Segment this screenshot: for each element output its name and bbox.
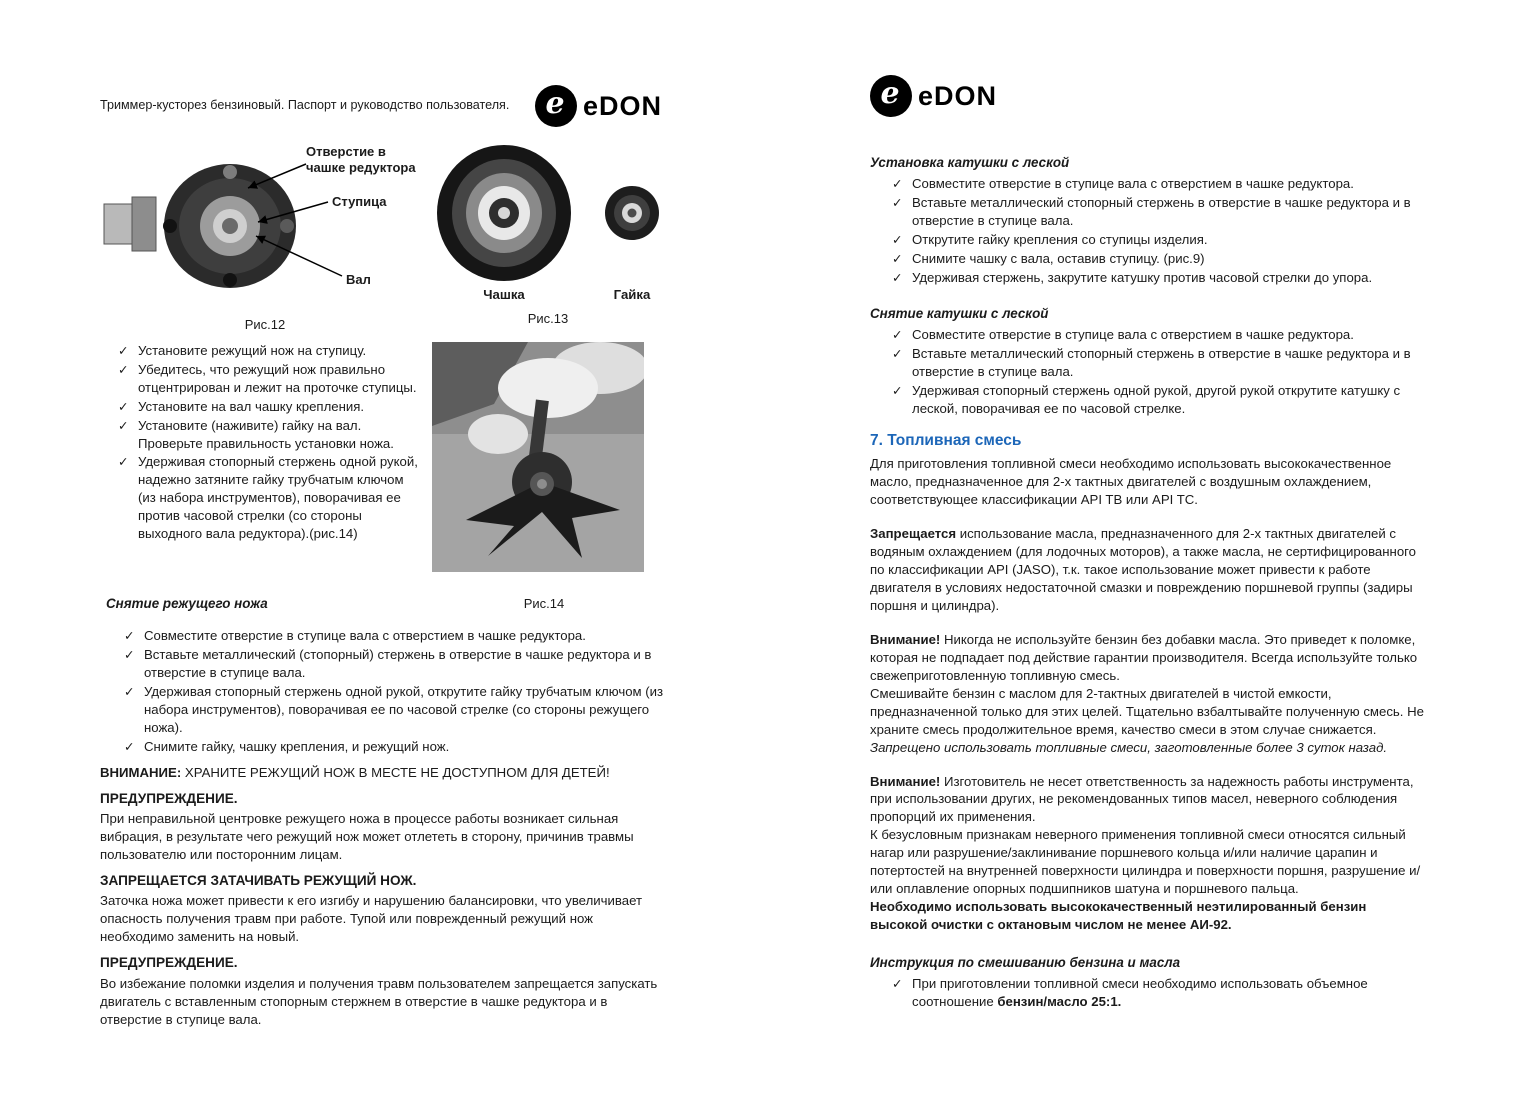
warning-1-title: ПРЕДУПРЕЖДЕНИЕ. (100, 790, 238, 806)
attention-1-text: Внимание! Никогда не используйте бензин без добавки масла. Это приведет к поломке, которая не подпадает под действие гарантии производителя. Всегда используйте только свежеприготовленную топливную смесь. (870, 631, 1418, 683)
checkmark-icon (892, 382, 912, 418)
figure-13-labels (434, 286, 662, 304)
list-item: ✓ Удерживая стопорный стержень одной рукой, открутите гайку трубчатым ключом (из набора инструментов), поворачивая ее по часовой стрелке (со стороны режущего ножа). (124, 683, 672, 737)
list-item: ✓ Удерживая стопорный стержень одной рукой, надежно затяните гайку трубчатым ключом (из набора инструментов), поворачивая ее против часовой стрелки (со стороны выходного вала редуктора).(рис.14) (118, 453, 418, 543)
no-sharpening-title: ЗАПРЕЩАЕТСЯ ЗАТАЧИВАТЬ РЕЖУЩИЙ НОЖ. (100, 872, 417, 888)
list-item: ✓ Установите режущий нож на ступицу. (118, 342, 418, 360)
checkmark-icon (892, 175, 912, 193)
figure-13-caption: Рис.13 (527, 310, 569, 326)
spool-install-steps (892, 175, 1422, 287)
mix-ratio-step: При приготовлении топливной смеси необходимо использовать объемное соотношение бензин/масло 25:1. (912, 976, 1368, 1010)
list-item (892, 975, 1422, 1011)
label-shaft: Вал (346, 272, 371, 287)
mix-instruction-steps (892, 975, 1422, 1011)
warning-2-title: ПРЕДУПРЕЖДЕНИЕ. (100, 955, 238, 971)
forbidden-lead: Запрещается (870, 526, 957, 542)
edon-logo-icon: e (535, 85, 577, 127)
edon-logo-icon: e (870, 75, 912, 117)
edon-logo (870, 75, 997, 117)
list-item: ✓ Удерживая стопорный стержень одной рукой, другой рукой открутите катушку с леской, поворачивая ее по часовой стрелке. (892, 382, 1422, 418)
blade-tightening-photo (432, 342, 644, 572)
fuel-requirement-text: Необходимо использовать высококачественный неэтилированный бензин высокой очистки с октановым числом не менее АИ-92. (870, 899, 1367, 933)
label-reducer-cup-hole: Отверстие в чашке редуктора (306, 144, 416, 176)
list-item: ✓ Снимите чашку с вала, оставив ступицу. (рис.9) (892, 250, 1422, 268)
checkmark-icon (892, 194, 912, 230)
list-item: ✓ Вставьте металлический стопорный стержень в отверстие в чашке редуктора и в отверстие в ступице вала. (892, 345, 1422, 381)
warning-2-text: Во избежание поломки изделия и получения травм пользователем запрещается запускать двигатель с вставленным стопорным стержнем в отверстие в чашке редуктора и в отверстие в ступице вала. (100, 975, 658, 1027)
attention-note (100, 764, 662, 782)
mix-ratio-value: бензин/масло 25:1. (997, 994, 1122, 1010)
spool-install-heading: Установка катушки с леской (870, 155, 1070, 170)
page-left-header (100, 82, 662, 130)
list-item: ✓ Совместите отверстие в ступице вала с отверстием в чашке редуктора. (124, 627, 672, 645)
list-item: ✓ Убедитесь, что режущий нож правильно отцентрирован и лежит на проточке ступицы. (118, 361, 418, 397)
spool-remove-heading: Снятие катушки с леской (870, 306, 1049, 322)
edon-logo-text: eDON (582, 90, 662, 121)
attention-text: ХРАНИТЕ РЕЖУЩИЙ НОЖ В МЕСТЕ НЕ ДОСТУПНОМ ДЛЯ ДЕТЕЙ! (181, 764, 610, 780)
figure-14 (432, 342, 644, 577)
list-item: ✓ Совместите отверстие в ступице вала с отверстием в чашке редуктора. (892, 326, 1422, 344)
label-cup: Чашка (483, 287, 525, 302)
figure-14-caption: Рис.14 (523, 595, 565, 611)
list-item: ✓ Снимите гайку, чашку крепления, и режущий нож. (124, 738, 672, 756)
attention-1-lead: Внимание! (870, 631, 941, 647)
no-sharpening-text: Заточка ножа может привести к его изгибу и нарушению балансировки, что увеличивает опасность получения травм при работе. Тупой или поврежденный режущий нож необходимо заменить на новый. (100, 893, 643, 945)
forbidden-oil-text: Запрещается использование масла, предназначенного для 2-х тактных двигателей с водяным охлаждением (для лодочных моторов), а также масла, не сертифицированного по классификации API (JASO), т.к. такое использование может привести к работе двигателя в условиях недостаточной смазки и повреждению поршневой группы (задиры поршня и цилиндра). (870, 526, 1417, 613)
spool-remove-steps (892, 326, 1422, 418)
checkmark-icon (124, 738, 144, 756)
list-item: ✓ Установите на вал чашку крепления. (118, 398, 418, 416)
blade-install-steps (100, 342, 418, 577)
warning-1-text: При неправильной центровке режущего ножа в процессе работы возникает сильная вибрация, в результате чего режущий нож может отлететь в сторону, причинив травмы пользователю или посторонним лицам. (100, 811, 634, 862)
checkmark-icon (118, 398, 138, 416)
blade-removal-steps (124, 627, 672, 756)
checkmark-icon (892, 231, 912, 249)
list-item: ✓ Вставьте металлический стопорный стержень в отверстие в чашке редуктора и в отверстие в ступице вала. (892, 194, 1422, 230)
page-left (100, 82, 662, 1029)
edon-logo-text: eDON (918, 80, 998, 111)
figure-13 (434, 142, 662, 334)
stale-mix-note: Запрещено использовать топливные смеси, заготовленные более 3 суток назад. (870, 739, 1388, 755)
misuse-signs-text: К безусловным признакам неверного применения топливной смеси относятся сильный нагар или разрушение/заклинивание поршневого кольца и/или наличие царапин и потертостей на внутренней поверхности цилиндра и поверхности поршня, разрушение и/или оплавление опорных подшипников шатуна и поршневого пальца. (870, 827, 1421, 897)
figure-12-caption: Рис.12 (244, 317, 286, 332)
attention-label: ВНИМАНИЕ: (100, 764, 182, 780)
label-hub: Ступица (332, 194, 387, 209)
figures-row (100, 142, 662, 334)
checkmark-icon (892, 250, 912, 268)
mix-instruction-heading: Инструкция по смешиванию бензина и масла (870, 955, 1181, 971)
edon-logo (535, 85, 662, 127)
checkmark-icon (118, 361, 138, 397)
page-right-header (870, 72, 1442, 120)
section-7-title: Топливная смесь (887, 432, 1022, 450)
checkmark-icon (892, 269, 912, 287)
removal-heading-row (100, 595, 662, 613)
list-item: ✓ Открутите гайку крепления со ступицы изделия. (892, 231, 1422, 249)
checkmark-icon (892, 345, 912, 381)
checkmark-icon (892, 326, 912, 344)
cup-photo (434, 143, 574, 283)
list-item: ✓ Установите (наживите) гайку на вал. Проверьте правильность установки ножа. (118, 417, 418, 453)
attention-2-text: Внимание! Изготовитель не несет ответственность за надежность работы инструмента, при использовании других, не рекомендованных типов масел, неверного соблюдения пропорций их применения. (870, 773, 1414, 825)
install-section (100, 342, 662, 577)
fuel-intro-text: Для приготовления топливной смеси необходимо использовать высококачественное масло, предназначенное для 2-х тактных двигателей с воздушным охлаждением, соответствующее классификации API TB или API TC. (870, 456, 1392, 508)
page-right (870, 72, 1442, 1012)
figure-13-images (434, 142, 662, 284)
blade-removal-heading: Снятие режущего ножа (106, 595, 268, 611)
nut-photo (602, 183, 662, 243)
list-item: ✓ Совместите отверстие в ступице вала с отверстием в чашке редуктора. (892, 175, 1422, 193)
checkmark-icon (118, 342, 138, 360)
label-nut: Гайка (613, 287, 651, 302)
section-7-heading (870, 430, 1442, 451)
checkmark-icon (118, 453, 138, 543)
list-item: ✓ Удерживая стержень, закрутите катушку против часовой стрелки до упора. (892, 269, 1422, 287)
mixing-text: Смешивайте бензин с маслом для 2-тактных двигателей в чистой емкости, предназначенной только для этих целей. Тщательно взбалтывайте полученную смесь. Не храните смесь продолжительное время, качество смеси в этом случае снижается. (870, 685, 1424, 737)
checkmark-icon (124, 646, 144, 682)
section-7-number: 7. (870, 432, 883, 450)
doc-title: Триммер-кусторез бензиновый. Паспорт и руководство пользователя. (100, 98, 510, 113)
checkmark-icon (124, 627, 144, 645)
attention-2-lead: Внимание! (870, 773, 941, 789)
checkmark-icon (124, 683, 144, 737)
checkmark-icon (892, 975, 912, 1011)
figure-12 (100, 142, 430, 334)
checkmark-icon (118, 417, 138, 453)
list-item: ✓ Вставьте металлический (стопорный) стержень в отверстие в чашке редуктора и в отверстие в ступице вала. (124, 646, 672, 682)
